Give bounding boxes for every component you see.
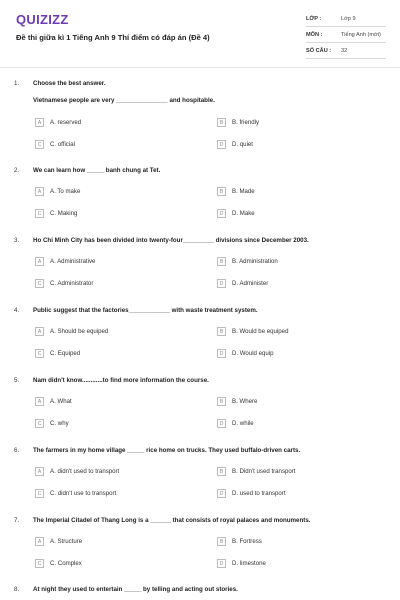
option-letter-box: A <box>35 537 44 546</box>
option-letter-box: B <box>217 397 226 406</box>
option-letter-box: D <box>217 140 226 149</box>
meta-row-class <box>306 12 386 27</box>
option-text: D. Administer <box>232 280 269 287</box>
option-text: B. Fortress <box>232 538 262 545</box>
option-text: A. reserved <box>50 119 82 126</box>
meta-value: Tiếng Anh (mới) <box>341 32 381 38</box>
option-letter-box: C <box>35 419 44 428</box>
option-text: C. Administrator <box>50 280 94 287</box>
option-text: D. limestone <box>232 560 266 567</box>
option-letter-box: B <box>217 537 226 546</box>
option-text: B. friendly <box>232 119 260 126</box>
meta-label: MÔN : <box>306 32 323 38</box>
option-letter-box: B <box>217 118 226 127</box>
meta-row-subject <box>306 28 386 43</box>
meta-value: Lớp 9 <box>341 16 356 22</box>
option-text: C. Equiped <box>50 350 81 357</box>
option-letter-box: D <box>217 489 226 498</box>
header-divider <box>0 67 400 68</box>
option-letter-box: D <box>217 559 226 568</box>
option-text: A. Structure <box>50 538 83 545</box>
question-subtext: Vietnamese people are very _______________ and hospitable. <box>33 97 215 104</box>
option-text: B. Administration <box>232 258 278 265</box>
question-text: Nam didn't know............to find more information the course. <box>33 377 209 384</box>
option-letter-box: D <box>217 209 226 218</box>
question-text: Ho Chi Minh City has been divided into twenty-four_________ divisions since December 2003. <box>33 237 309 244</box>
option-letter-box: B <box>217 187 226 196</box>
option-text: B. Didn't used transport <box>232 468 296 475</box>
option-text: C. Complex <box>50 560 82 567</box>
question-number: 8. <box>14 586 20 593</box>
option-text: A. didn't used to transport <box>50 468 120 475</box>
option-text: B. Would be equiped <box>232 328 289 335</box>
option-text: D. Make <box>232 210 255 217</box>
question-number: 4. <box>14 307 20 314</box>
question-text: The Imperial Citadel of Thang Long is a ______ that consists of royal palaces and monuments. <box>33 517 311 524</box>
question-number: 1. <box>14 80 20 87</box>
option-letter-box: A <box>35 187 44 196</box>
question-number: 5. <box>14 377 20 384</box>
question-text: Choose the best answer. <box>33 80 106 87</box>
option-text: A. What <box>50 398 72 405</box>
option-text: D. while <box>232 420 254 427</box>
option-text: B. Made <box>232 188 255 195</box>
option-text: D. quiet <box>232 141 254 148</box>
meta-label: SỐ CÂU : <box>306 48 332 54</box>
question-number: 7. <box>14 517 20 524</box>
option-text: D. used to transport <box>232 490 286 497</box>
option-letter-box: C <box>35 140 44 149</box>
question-number: 2. <box>14 167 20 174</box>
option-text: C. Making <box>50 210 78 217</box>
option-letter-box: C <box>35 489 44 498</box>
question-text: We can learn how _____ banh chung at Tet. <box>33 167 161 174</box>
question-text: At night they used to entertain _____ by telling and acting out stories. <box>33 586 238 593</box>
option-letter-box: D <box>217 419 226 428</box>
document-title: Đề thi giữa kì 1 Tiếng Anh 9 Thí điểm có đáp án (Đề 4) <box>16 33 210 42</box>
meta-row-count <box>306 44 386 59</box>
option-letter-box: D <box>217 279 226 288</box>
option-letter-box: D <box>217 349 226 358</box>
page-header <box>0 0 400 64</box>
option-letter-box: C <box>35 209 44 218</box>
option-letter-box: A <box>35 467 44 476</box>
meta-value: 32 <box>341 48 348 54</box>
option-text: C. didn't use to transport <box>50 490 117 497</box>
question-number: 3. <box>14 237 20 244</box>
question-text: Public suggest that the factories____________ with waste treatment system. <box>33 307 258 314</box>
option-text: A. Should be equiped <box>50 328 109 335</box>
option-letter-box: A <box>35 397 44 406</box>
quizizz-logo[interactable]: QUIZIZZ <box>16 12 69 27</box>
option-text: A. Administrative <box>50 258 96 265</box>
option-letter-box: B <box>217 327 226 336</box>
option-letter-box: C <box>35 349 44 358</box>
option-text: A. To make <box>50 188 81 195</box>
option-letter-box: C <box>35 279 44 288</box>
option-text: D. Would equip <box>232 350 274 357</box>
option-letter-box: B <box>217 257 226 266</box>
question-text: The farmers in my home village _____ rice home on trucks. They used buffalo-driven carts. <box>33 447 301 454</box>
option-text: C. why <box>50 420 69 427</box>
option-letter-box: A <box>35 257 44 266</box>
option-letter-box: A <box>35 327 44 336</box>
option-letter-box: A <box>35 118 44 127</box>
question-number: 6. <box>14 447 20 454</box>
option-letter-box: B <box>217 467 226 476</box>
meta-label: LỚP : <box>306 16 322 22</box>
option-text: B. Where <box>232 398 258 405</box>
option-text: C. official <box>50 141 75 148</box>
option-letter-box: C <box>35 559 44 568</box>
